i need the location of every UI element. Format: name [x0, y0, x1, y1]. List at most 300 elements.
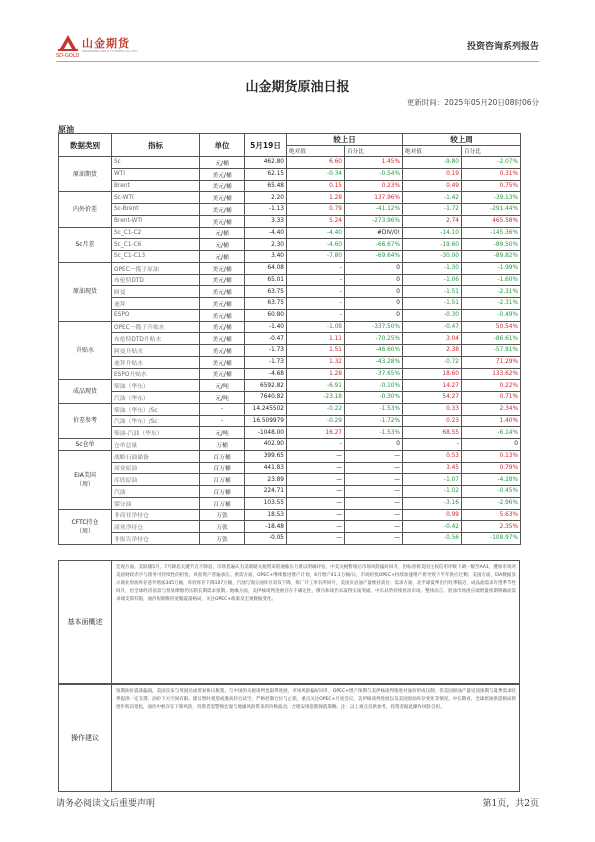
week-pct-cell: -0.49%	[462, 309, 521, 321]
indicator-cell: OPEC一揽子原油	[112, 262, 200, 274]
week-pct-cell: 133.62%	[462, 368, 521, 380]
week-pct-cell: -4.28%	[462, 474, 521, 486]
indicator-cell: 汽油	[112, 486, 200, 498]
table-row	[59, 403, 521, 415]
unit-cell: 美元/桶	[200, 180, 245, 192]
week-pct-cell: -2.31%	[462, 298, 521, 310]
day-pct-cell: 137.96%	[345, 192, 403, 204]
day-abs-cell: —	[287, 486, 345, 498]
table-row	[59, 204, 521, 216]
unit-cell: 美元/桶	[200, 215, 245, 227]
value-cell: -1.73	[245, 345, 287, 357]
indicator-cell: Sc_C1-C6	[112, 239, 200, 251]
day-abs-cell: 6.60	[287, 157, 345, 169]
day-abs-cell: —	[287, 509, 345, 521]
value-cell: 224.71	[245, 486, 287, 498]
day-abs-cell: -6.91	[287, 380, 345, 392]
value-cell: 402.90	[245, 439, 287, 451]
week-pct-cell: -1.99%	[462, 262, 521, 274]
table-row	[59, 474, 521, 486]
indicator-cell: 战略石油储备	[112, 450, 200, 462]
table-row	[59, 286, 521, 298]
value-cell: 23.89	[245, 474, 287, 486]
day-pct-cell: —	[345, 450, 403, 462]
indicator-cell: Sc-Brent	[112, 204, 200, 216]
unit-cell: 万桶	[200, 439, 245, 451]
day-abs-cell: 1.51	[287, 345, 345, 357]
week-pct-cell: 0.22%	[462, 380, 521, 392]
report-title: 山金期货原油日报	[245, 80, 350, 95]
week-pct-cell: 0.75%	[462, 180, 521, 192]
value-cell: -4.40	[245, 227, 287, 239]
week-abs-cell: -14.10	[403, 227, 462, 239]
trading-advice	[58, 684, 520, 792]
day-abs-cell: 1.11	[287, 333, 345, 345]
day-abs-cell: -	[287, 298, 345, 310]
week-pct-cell: -89.50%	[462, 239, 521, 251]
unit-cell: 万张	[200, 509, 245, 521]
table-row	[59, 439, 521, 451]
week-abs-cell: -0.72	[403, 356, 462, 368]
unit-cell: 美元/桶	[200, 168, 245, 180]
week-pct-cell: 71.29%	[462, 356, 521, 368]
indicator-cell: 库欣原油	[112, 474, 200, 486]
week-abs-cell: -30.00	[403, 251, 462, 263]
day-pct-cell: —	[345, 462, 403, 474]
day-pct-cell: -0.30%	[345, 392, 403, 404]
week-abs-cell: 3.04	[403, 333, 462, 345]
unit-cell: -	[200, 403, 245, 415]
day-abs-cell: 1.32	[287, 356, 345, 368]
week-pct-cell: -39.13%	[462, 192, 521, 204]
table-row	[59, 274, 521, 286]
category-cell: 内外价差	[59, 192, 112, 227]
table-row	[59, 462, 521, 474]
day-abs-cell: -	[287, 274, 345, 286]
week-abs-cell: -0.42	[403, 521, 462, 533]
category-cell: Sc月差	[59, 227, 112, 262]
day-abs-cell: 0.79	[287, 204, 345, 216]
day-abs-cell: -	[287, 309, 345, 321]
day-pct-cell: -1.72%	[345, 415, 403, 427]
header-week-abs: 绝对值	[403, 146, 462, 157]
summary-text: 宏观方面，美联储5月，7月降息关键节点不降息，市场普遍认为美联储关税带来的通胀压力难以明确评估，中美关税暂缓后市场风险偏好回升，但标普将美国主权信用评级下调一级至AA1，叠加市场对美国财政赤字与债务可持续性的担忧，风险资产普遍承压。供需方面，OPEC+继续推进增产计划，6月增产41.1万桶/日，市场担忧OPEC+持续加速增产将导致下半年供应过剩；美国方面，EIA数据显示商业原油库存意外增加345万桶，库欣库存下降107万桶，汽油与馏分油库存双双下降，炼厂开工率有所回升，美国页岩油产量维持高位；需求方面，北半球夏季出行旺季临近，成品油需求有望季节性回升，但全球经济前景与贸易摩擦仍压制长期需求预期。地缘方面，美伊核谈判进展存在不确定性，俄乌和谈仍未取得实质突破，中东局势持续扰动市场。整体而言，原油市场供应端增量预期明确而需求端支撑有限，油价短期维持宽幅震荡格局，关注OPEC+政策及宏观数据变化。	[116, 565, 516, 602]
day-abs-cell: -23.18	[287, 392, 345, 404]
indicator-cell: 汽油（华东）/Sc	[112, 415, 200, 427]
table-row	[59, 157, 521, 169]
indicator-cell: 柴油（华东）	[112, 380, 200, 392]
value-cell: 441.83	[245, 462, 287, 474]
week-abs-cell: -1.30	[403, 262, 462, 274]
value-cell: -1048.00	[245, 427, 287, 439]
day-pct-cell: -46.60%	[345, 345, 403, 357]
unit-cell: 元/桶	[200, 227, 245, 239]
unit-cell: 元/吨	[200, 427, 245, 439]
week-pct-cell: 0.71%	[462, 392, 521, 404]
day-pct-cell: -337.50%	[345, 321, 403, 333]
header-prev-week: 较上周	[403, 134, 521, 146]
indicator-cell: 柴油-汽油（华东）	[112, 427, 200, 439]
table-row	[59, 180, 521, 192]
week-abs-cell: -1.07	[403, 474, 462, 486]
week-pct-cell: -2.31%	[462, 286, 521, 298]
table-row	[59, 392, 521, 404]
table-row	[59, 309, 521, 321]
day-abs-cell: -	[287, 262, 345, 274]
week-abs-cell: -1.72	[403, 204, 462, 216]
day-pct-cell: 1.45%	[345, 157, 403, 169]
indicator-cell: Sc	[112, 157, 200, 169]
week-abs-cell: -9.80	[403, 157, 462, 169]
unit-cell: 美元/桶	[200, 286, 245, 298]
week-pct-cell: -0.45%	[462, 486, 521, 498]
indicator-cell: Sc_C1-C2	[112, 227, 200, 239]
value-cell: -1.40	[245, 321, 287, 333]
day-pct-cell: -41.12%	[345, 204, 403, 216]
table-row	[59, 239, 521, 251]
week-pct-cell: -108.97%	[462, 533, 521, 545]
header-day-pct: 百分比	[345, 146, 403, 157]
week-abs-cell: -	[403, 439, 462, 451]
table-row	[59, 368, 521, 380]
oil-data-table	[58, 133, 521, 545]
unit-cell: 美元/桶	[200, 192, 245, 204]
table-row	[59, 521, 521, 533]
week-pct-cell: -89.82%	[462, 251, 521, 263]
week-abs-cell: -1.02	[403, 486, 462, 498]
header-indicator: 指标	[112, 134, 200, 157]
table-row	[59, 168, 521, 180]
week-pct-cell: 0	[462, 439, 521, 451]
day-abs-cell: —	[287, 533, 345, 545]
day-pct-cell: -66.67%	[345, 239, 403, 251]
day-pct-cell: 0	[345, 262, 403, 274]
value-cell: 14.245502	[245, 403, 287, 415]
week-pct-cell: 465.58%	[462, 215, 521, 227]
indicator-cell: ESPO升贴水	[112, 368, 200, 380]
table-row	[59, 345, 521, 357]
week-abs-cell: -1.51	[403, 298, 462, 310]
value-cell: 63.75	[245, 298, 287, 310]
value-cell: 2.30	[245, 239, 287, 251]
day-abs-cell: -4.40	[287, 227, 345, 239]
category-cell: 价差参考	[59, 403, 112, 438]
value-cell: 7640.82	[245, 392, 287, 404]
category-cell: 原油现货	[59, 262, 112, 321]
day-abs-cell: -	[287, 286, 345, 298]
indicator-cell: Brent	[112, 180, 200, 192]
day-pct-cell: -1.53%	[345, 403, 403, 415]
indicator-cell: 非商业净持仓	[112, 509, 200, 521]
unit-cell: 万张	[200, 521, 245, 533]
value-cell: 103.55	[245, 497, 287, 509]
day-pct-cell: —	[345, 474, 403, 486]
week-abs-cell: 2.74	[403, 215, 462, 227]
day-pct-cell: -69.64%	[345, 251, 403, 263]
unit-cell: 美元/桶	[200, 333, 245, 345]
week-pct-cell: 5.63%	[462, 509, 521, 521]
day-abs-cell: -7.80	[287, 251, 345, 263]
week-abs-cell: -0.56	[403, 533, 462, 545]
unit-cell: 元/吨	[200, 392, 245, 404]
table-row	[59, 333, 521, 345]
report-series: 投资咨询系列报告	[466, 42, 539, 52]
week-pct-cell: 2.34%	[462, 403, 521, 415]
footer-notice: 请务必阅读文后重要声明	[56, 799, 156, 809]
indicator-cell: 汽油（华东）	[112, 392, 200, 404]
indicator-cell: Brent-WTI	[112, 215, 200, 227]
unit-cell: 美元/桶	[200, 262, 245, 274]
day-pct-cell: —	[345, 533, 403, 545]
table-row	[59, 215, 521, 227]
week-abs-cell: 54.27	[403, 392, 462, 404]
report-header	[56, 30, 539, 62]
unit-cell: 美元/桶	[200, 356, 245, 368]
indicator-cell: 布伦特DTD升贴水	[112, 333, 200, 345]
week-abs-cell: 0.49	[403, 180, 462, 192]
week-pct-cell: -86.61%	[462, 333, 521, 345]
indicator-cell: 馏分油	[112, 497, 200, 509]
indicator-cell: Sc_C1-C13	[112, 251, 200, 263]
indicator-cell: ESPO	[112, 309, 200, 321]
unit-cell: 美元/桶	[200, 345, 245, 357]
value-cell: 6592.82	[245, 380, 287, 392]
table-row	[59, 509, 521, 521]
day-pct-cell: -37.65%	[345, 368, 403, 380]
day-pct-cell: #DIV/0!	[345, 227, 403, 239]
table-row	[59, 227, 521, 239]
unit-cell: 百万桶	[200, 462, 245, 474]
table-row	[59, 298, 521, 310]
unit-cell: 元/桶	[200, 239, 245, 251]
week-pct-cell: -2.07%	[462, 157, 521, 169]
week-abs-cell: -1.42	[403, 192, 462, 204]
week-abs-cell: -1.06	[403, 274, 462, 286]
day-abs-cell: 1.28	[287, 368, 345, 380]
indicator-cell: 迪拜升贴水	[112, 356, 200, 368]
value-cell: 65.01	[245, 274, 287, 286]
indicator-cell: 阿曼	[112, 286, 200, 298]
indicator-cell: 柴油（华东）/Sc	[112, 403, 200, 415]
day-abs-cell: 1.28	[287, 192, 345, 204]
week-pct-cell: 0.13%	[462, 450, 521, 462]
week-pct-cell: -57.91%	[462, 345, 521, 357]
value-cell: 399.65	[245, 450, 287, 462]
header-week-pct: 百分比	[462, 146, 521, 157]
header-day-abs: 绝对值	[287, 146, 345, 157]
table-row	[59, 486, 521, 498]
week-abs-cell: 3.45	[403, 462, 462, 474]
week-abs-cell: 0.99	[403, 509, 462, 521]
category-cell: EIA美国 （周）	[59, 450, 112, 509]
day-pct-cell: —	[345, 486, 403, 498]
table-row	[59, 356, 521, 368]
day-pct-cell: —	[345, 497, 403, 509]
summary-label: 基本面概述	[59, 561, 112, 683]
day-abs-cell: —	[287, 521, 345, 533]
week-pct-cell: 50.54%	[462, 321, 521, 333]
day-abs-cell: 16.27	[287, 427, 345, 439]
indicator-cell: 商业净持仓	[112, 521, 200, 533]
week-abs-cell: 2.38	[403, 345, 462, 357]
table-row	[59, 321, 521, 333]
value-cell: 16.509979	[245, 415, 287, 427]
indicator-cell: OPEC一揽子升贴水	[112, 321, 200, 333]
category-cell: 原油期货	[59, 157, 112, 192]
day-pct-cell: -70.25%	[345, 333, 403, 345]
logo-text-en: SD-GOLD	[56, 53, 80, 59]
header-category: 数据类别	[59, 134, 112, 157]
unit-cell: 百万桶	[200, 450, 245, 462]
day-abs-cell: -0.29	[287, 415, 345, 427]
category-cell: 升贴水	[59, 321, 112, 380]
value-cell: 3.40	[245, 251, 287, 263]
indicator-cell: WTI	[112, 168, 200, 180]
unit-cell: 百万桶	[200, 497, 245, 509]
day-abs-cell: -1.08	[287, 321, 345, 333]
week-abs-cell: -0.30	[403, 309, 462, 321]
day-abs-cell: -4.60	[287, 239, 345, 251]
value-cell: 18.53	[245, 509, 287, 521]
indicator-cell: Sc-WTI	[112, 192, 200, 204]
category-cell: 成品现货	[59, 380, 112, 404]
week-pct-cell: 0.79%	[462, 462, 521, 474]
week-pct-cell: -6.14%	[462, 427, 521, 439]
indicator-cell: 非报告净持仓	[112, 533, 200, 545]
day-abs-cell: —	[287, 450, 345, 462]
value-cell: 462.80	[245, 157, 287, 169]
table-row	[59, 497, 521, 509]
table-row	[59, 262, 521, 274]
day-pct-cell: -1.53%	[345, 427, 403, 439]
week-abs-cell: 68.55	[403, 427, 462, 439]
unit-cell: 美元/桶	[200, 368, 245, 380]
unit-cell: 美元/桶	[200, 204, 245, 216]
header-prev-day: 较上日	[287, 134, 403, 146]
week-pct-cell: 2.35%	[462, 521, 521, 533]
day-pct-cell: -273.96%	[345, 215, 403, 227]
week-abs-cell: 14.27	[403, 380, 462, 392]
week-abs-cell: 18.60	[403, 368, 462, 380]
day-pct-cell: 0	[345, 274, 403, 286]
category-cell: Sc仓单	[59, 439, 112, 451]
company-logo	[56, 33, 160, 59]
indicator-cell: 迪拜	[112, 298, 200, 310]
day-pct-cell: 0	[345, 286, 403, 298]
day-pct-cell: -43.28%	[345, 356, 403, 368]
unit-cell: 美元/桶	[200, 274, 245, 286]
value-cell: 63.75	[245, 286, 287, 298]
table-row	[59, 427, 521, 439]
value-cell: 64.08	[245, 262, 287, 274]
week-abs-cell: 0.19	[403, 168, 462, 180]
category-cell: CFTC持仓 （周）	[59, 509, 112, 544]
day-abs-cell: -	[287, 439, 345, 451]
week-abs-cell: -0.47	[403, 321, 462, 333]
value-cell: -1.13	[245, 204, 287, 216]
unit-cell: -	[200, 415, 245, 427]
day-pct-cell: 0	[345, 439, 403, 451]
day-pct-cell: 0	[345, 298, 403, 310]
value-cell: 3.33	[245, 215, 287, 227]
value-cell: -1.73	[245, 356, 287, 368]
advice-text: 短期油价震荡偏弱。美国宣布与英国达成贸易协议框架，与中国的关税谈判也取得进展，市场风险偏好回升，OPEC+增产预期与美伊核谈判推进对油价形成压制，但美国原油产量见顶预期与夏季需求旺季提供一定支撑，油价下方空间有限。建议暂时观望或逢高轻仓试空，严格控制仓位与止损，重点关注OPEC+月度会议、美伊核谈判进展以及美国原油库存变化等情况。中长期看，全球原油供需格局将逐步转向宽松，油价中枢存在下移风险，投资者需警惕宏观与地缘风险带来的价格波动，合理安排套期保值策略。注：以上观点仅供参考，投资者据此操作风险自担。	[116, 689, 516, 710]
value-cell: 65.48	[245, 180, 287, 192]
table-row	[59, 380, 521, 392]
week-pct-cell: 0.31%	[462, 168, 521, 180]
header-unit: 单位	[200, 134, 245, 157]
value-cell: -18.48	[245, 521, 287, 533]
day-pct-cell: 0.23%	[345, 180, 403, 192]
week-pct-cell: 1.40%	[462, 415, 521, 427]
day-pct-cell: 0	[345, 309, 403, 321]
update-time: 更新时间：2025年05月20日08时06分	[406, 98, 539, 107]
day-abs-cell: -0.34	[287, 168, 345, 180]
week-pct-cell: -2.96%	[462, 497, 521, 509]
unit-cell: 美元/桶	[200, 309, 245, 321]
unit-cell: 万张	[200, 533, 245, 545]
day-abs-cell: —	[287, 474, 345, 486]
header-date: 5月19日	[245, 134, 287, 157]
week-abs-cell: -3.16	[403, 497, 462, 509]
day-abs-cell: -0.22	[287, 403, 345, 415]
day-abs-cell: —	[287, 497, 345, 509]
week-abs-cell: 0.53	[403, 450, 462, 462]
table-row	[59, 533, 521, 545]
indicator-cell: 商业原油	[112, 462, 200, 474]
value-cell: -0.47	[245, 333, 287, 345]
section-label: 原油	[58, 125, 74, 134]
table-row	[59, 415, 521, 427]
week-pct-cell: -1.60%	[462, 274, 521, 286]
day-abs-cell: 5.24	[287, 215, 345, 227]
table-row	[59, 192, 521, 204]
value-cell: 2.20	[245, 192, 287, 204]
week-abs-cell: -19.60	[403, 239, 462, 251]
day-pct-cell: -0.10%	[345, 380, 403, 392]
indicator-cell: 阿曼升贴水	[112, 345, 200, 357]
sdgold-logo-icon	[58, 33, 78, 51]
day-abs-cell: —	[287, 462, 345, 474]
value-cell: -0.05	[245, 533, 287, 545]
indicator-cell: 布伦特DTD	[112, 274, 200, 286]
value-cell: 62.15	[245, 168, 287, 180]
week-abs-cell: 0.23	[403, 415, 462, 427]
value-cell: 60.80	[245, 309, 287, 321]
week-abs-cell: 0.33	[403, 403, 462, 415]
fundamentals-summary	[58, 560, 520, 684]
table-body	[59, 157, 521, 545]
day-pct-cell: —	[345, 509, 403, 521]
unit-cell: 百万桶	[200, 474, 245, 486]
day-abs-cell: 0.15	[287, 180, 345, 192]
table-row	[59, 450, 521, 462]
week-pct-cell: -145.36%	[462, 227, 521, 239]
unit-cell: 元/桶	[200, 251, 245, 263]
day-pct-cell: —	[345, 521, 403, 533]
footer-page-number: 第1页，共2页	[482, 799, 539, 809]
unit-cell: 美元/桶	[200, 298, 245, 310]
logo-text-cn: 山金期货	[82, 37, 130, 50]
logo-tagline: SHANDONG GOLD FUTURES CO.,LTD.	[82, 49, 138, 53]
unit-cell: 元/吨	[200, 380, 245, 392]
unit-cell: 元/桶	[200, 157, 245, 169]
unit-cell: 百万桶	[200, 486, 245, 498]
week-abs-cell: -1.51	[403, 286, 462, 298]
indicator-cell: 仓单总量	[112, 439, 200, 451]
unit-cell: 美元/桶	[200, 321, 245, 333]
value-cell: -4.68	[245, 368, 287, 380]
